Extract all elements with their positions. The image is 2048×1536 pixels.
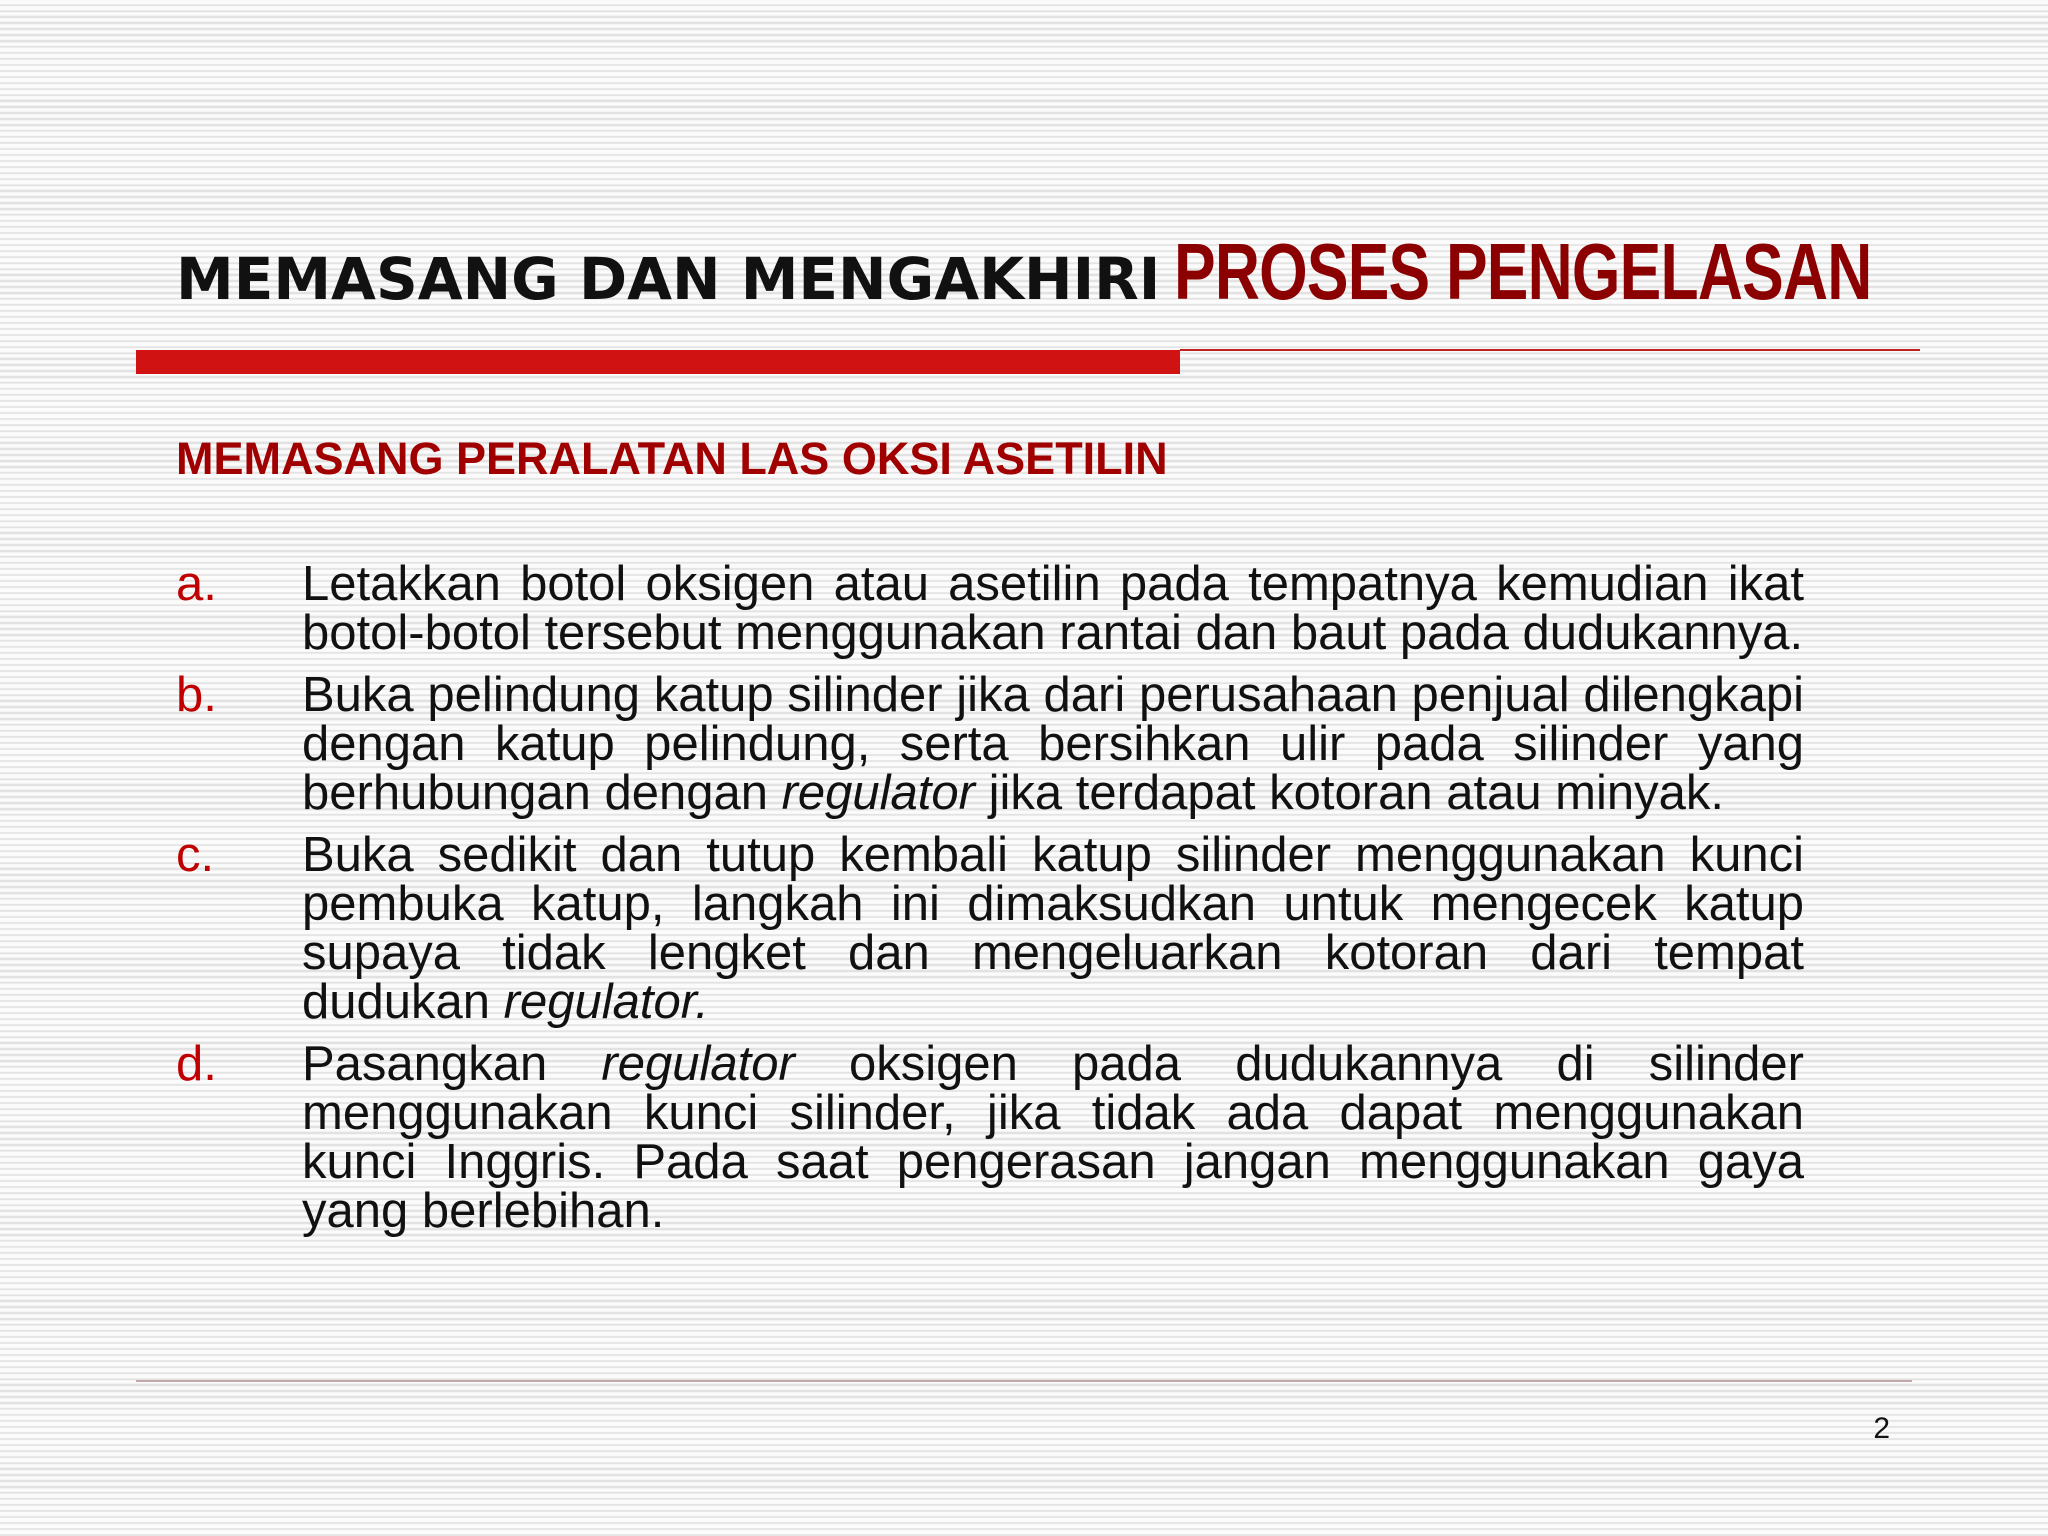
step-text-italic-term: regulator. [503,975,709,1029]
page-number: 2 [1873,1412,1890,1445]
slide-title [176,227,2048,316]
step-marker: a. [176,557,217,611]
step-text [302,1037,1804,1238]
step-text [302,557,1804,660]
step-text-italic-term: regulator [781,766,975,820]
title-underline-thin [1180,349,1920,351]
step-text-segment: oksigen pada dudukannya di silinder menggunakan kunci silinder, jika tidak ada dapat menggunakan kunci Inggris. Pada saat pengerasan jangan menggunakan gaya yang berlebihan. [302,1037,1804,1238]
step-marker: d. [176,1037,217,1091]
step-item [176,1037,1804,1238]
step-marker: b. [176,668,217,722]
steps-list [176,557,1804,1249]
section-heading: MEMASANG PERALATAN LAS OKSI ASETILIN [176,433,1168,484]
step-item [176,668,1804,820]
title-underline-bar [136,350,1180,374]
step-text-segment: Buka sedikit dan tutup kembali katup silinder menggunakan kunci pembuka katup, langkah ini dimaksudkan untuk mengecek katup supaya tidak lengket dan mengeluarkan kotoran dari tempat dudukan [302,828,1804,1029]
footer-divider [136,1380,1912,1382]
step-text [302,668,1804,820]
step-text-segment: Buka pelindung katup silinder jika dari perusahaan penjual dilengkapi dengan katup pelindung, serta bersihkan ulir pada silinder yang berhubungan dengan [302,668,1804,820]
step-text-italic-term: regulator [601,1037,795,1091]
slide-title-part2: PROSES PENGELASAN [1174,227,1872,316]
step-text [302,828,1804,1029]
step-marker: c. [176,828,215,882]
step-text-segment: Pasangkan [302,1037,602,1091]
step-text-segment: Letakkan botol oksigen atau asetilin pada tempatnya kemudian ikat botol-botol tersebut menggunakan rantai dan baut pada dudukannya. [302,557,1804,660]
step-item [176,828,1804,1029]
slide-title-part1: MEMASANG DAN MENGAKHIRI [176,245,1161,313]
step-item [176,557,1804,660]
step-text-segment: jika terdapat kotoran atau minyak. [974,766,1725,820]
